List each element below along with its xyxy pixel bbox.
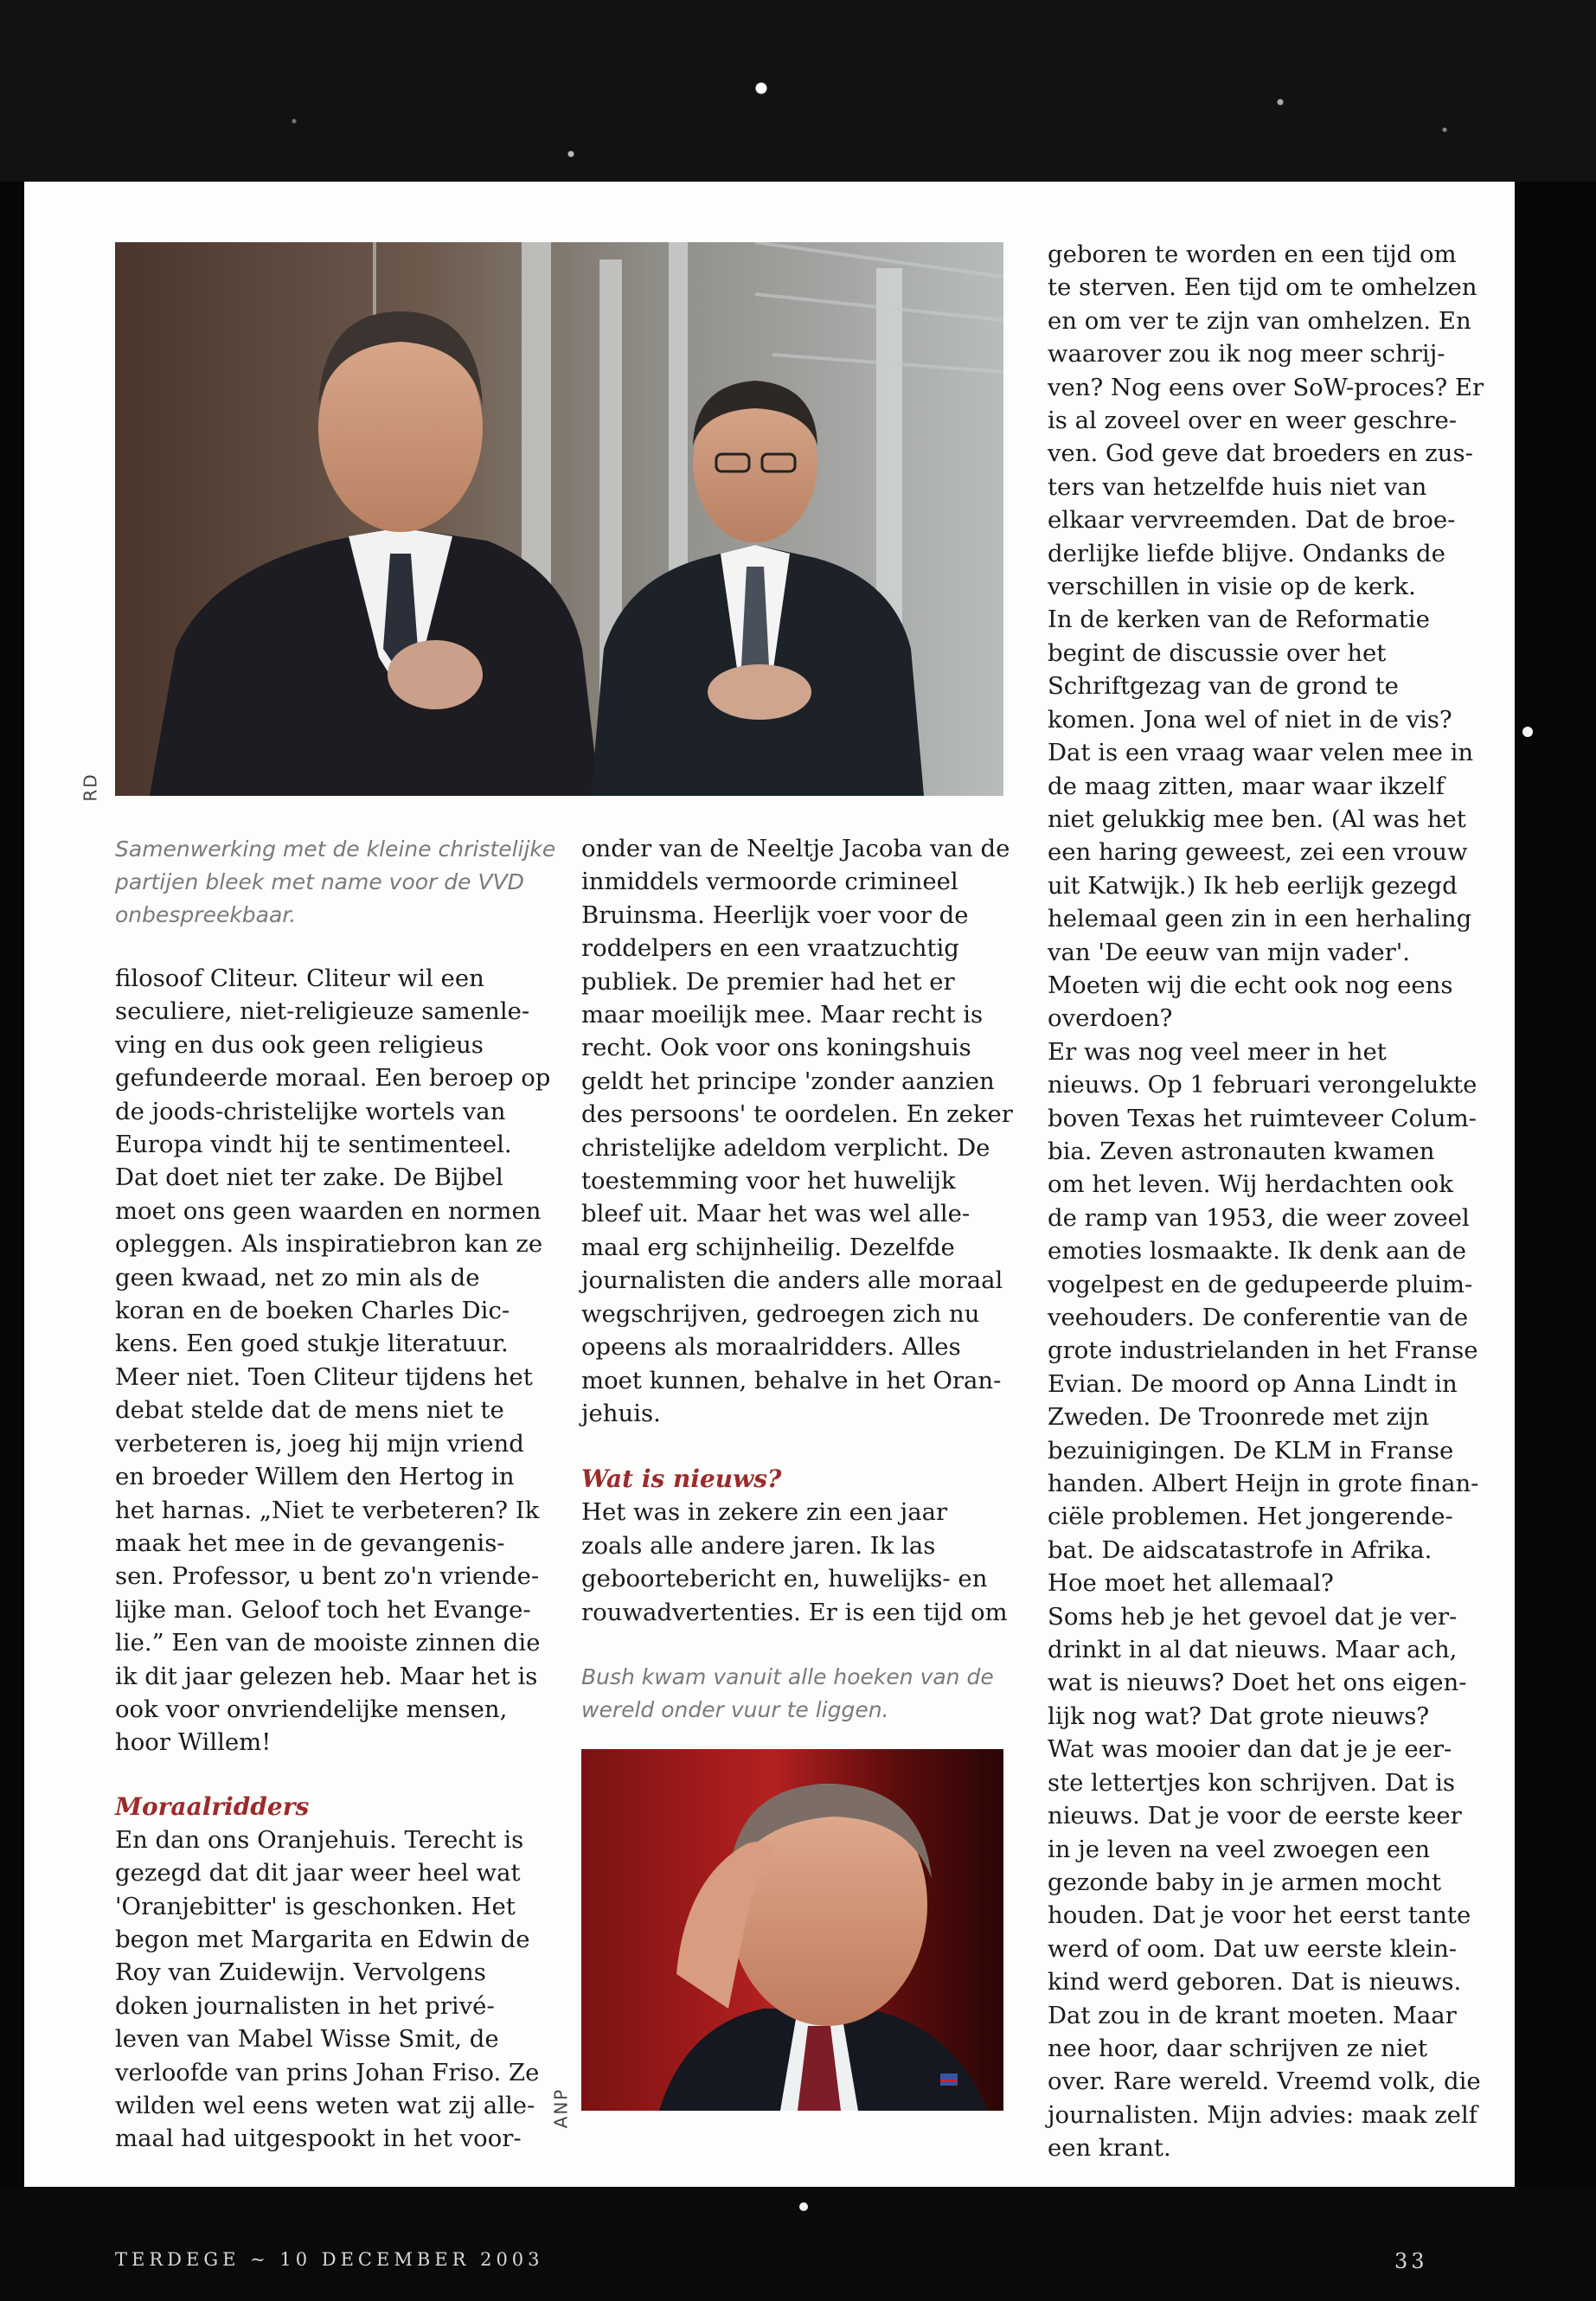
paragraph: Er was nog veel meer in het nieuws. Op 1 februari verongelukte boven Texas het ruimteveer Colum- bia. Zeven astronauten kwamen om het leven. Wij herdachten ook de ramp van 1953, die weer zoveel emoties losmaakte. Ik denk aan de vogelpest en de gedupeerde pluim- veehouders. De conferentie van de grote industrielanden in het Franse Evian. De moord op Anna Lindt in Zweden. De Troonrede met zijn bezuinigingen. De KLM in Franse handen. Albert Heijn in grote finan- ciële problemen. Het jongerende- bat. De aidscatastrofe in Afrika. Hoe moet het allemaal? — [1048, 1037, 1479, 1598]
photo-caption-2: Bush kwam vanuit alle hoeken van de wereld onder vuur te liggen. — [581, 1664, 994, 1722]
paragraph: In de kerken van de Reformatie begint de discussie over het Schriftgezag van de grond te komen. Jona wel of niet in de vis? Dat is een vraag waar velen mee in de maag zitten, maar waar ikzelf niet gelukkig mee ben. (Al was het een haring geweest, zei een vrouw uit Katwijk.) Ik heb eerlijk gezegd helemaal geen zin in een herhaling van 'De eeuw van mijn vader'. Moeten wij die echt ook nog eens overdoen? — [1048, 606, 1474, 1033]
scan-top-border — [0, 0, 1596, 182]
photo-caption-1: Samenwerking met de kleine christelijke partijen bleek met name voor de VVD onbespreekbaar. — [115, 836, 556, 927]
paragraph: En dan ons Oranjehuis. Terecht is gezegd dat dit jaar weer heel wat 'Oranjebitter' is geschonken. Het begon met Margarita en Edwin de Roy van Zuidewijn. Vervolgens doken journalisten in het privé- leven van Mabel Wisse Smit, de verloofde van prins Johan Friso. Ze wilden wel eens weten wat zij alle- maal had uitgespookt in het voor- — [115, 1825, 540, 2153]
column-3 — [1048, 238, 1484, 2165]
photo-bush — [581, 1749, 1003, 2111]
photo-credit-rd: RD — [80, 772, 101, 802]
footer-publication: TERDEGE ~ 10 DECEMBER 2003 — [115, 2249, 544, 2270]
photo-credit-anp: ANP — [550, 2087, 572, 2129]
scan-bottom-border — [0, 2187, 1596, 2301]
paragraph: Soms heb je het gevoel dat je ver- drinkt in al dat nieuws. Maar ach, wat is nieuws? Doet het ons eigen- lijk nog wat? Dat grote nieuws? Wat was mooier dan dat je je eer- ste lettertjes kon schrijven. Dat is nieuws. Dat je voor de eerste keer in je leven na veel zwoegen een gezonde baby in je armen mocht houden. Dat je voor het eerst tante werd of oom. Dat uw eerste klein- kind werd geboren. Dat is nieuws. Dat zou in de krant moeten. Maar nee hoor, daar schrijven ze niet over. Rare wereld. Vreemd volk, die journalisten. Mijn advies: maak zelf een krant. — [1048, 1602, 1481, 2163]
page-number: 33 — [1394, 2249, 1428, 2273]
photo-politicians-illustration — [115, 242, 1003, 796]
column-2 — [581, 832, 1014, 1629]
paragraph: onder van de Neeltje Jacoba van de inmiddels vermoorde crimineel Bruinsma. Heerlijk voer voor de roddelpers en een vraatzuchtig publiek. De premier had het er maar moeilijk mee. Maar recht is recht. Ook voor ons koningshuis geldt het principe 'zonder aanzien des persoons' te oordelen. En zeker christelijke adeldom verplicht. De toestemming voor het huwelijk bleef uit. Maar het was wel alle- maal erg schijnheilig. Dezelfde journalisten die anders alle moraal wegschrijven, gedroegen zich nu opeens als moraalridders. Alles moet kunnen, behalve in het Oran- jehuis. — [581, 835, 1013, 1427]
column-1 — [115, 962, 574, 2156]
section-heading-wat-is-nieuws: Wat is nieuws? — [581, 1465, 782, 1494]
scan-dot — [1522, 727, 1533, 737]
scan-dot — [799, 2202, 808, 2211]
photo-politicians — [115, 242, 1003, 796]
photo-bush-illustration — [581, 1749, 1003, 2111]
paragraph: geboren te worden en een tijd om te sterven. Een tijd om te omhelzen en om ver te zijn van omhelzen. En waarover zou ik nog meer schrij- ven? Nog eens over SoW-proces? Er is al zoveel over en weer geschre- ven. God geve dat broeders en zus- ters van hetzelfde huis niet van elkaar vervreemden. Dat de broe- derlijke liefde blijve. Ondanks de verschillen in visie op de kerk. — [1048, 240, 1484, 601]
paragraph: Het was in zekere zin een jaar zoals alle andere jaren. Ik las geboortebericht en, huwelijks- en rouwadvertenties. Er is een tijd om — [581, 1498, 1008, 1626]
section-heading-moraalridders: Moraalridders — [115, 1791, 310, 1821]
paragraph: filosoof Cliteur. Cliteur wil een seculiere, niet-religieuze samenle- ving en dus ook geen religieus gefundeerde moraal. Een beroep op de joods-christelijke wortels van Europa vindt hij te sentimenteel. Dat doet niet ter zake. De Bijbel moet ons geen waarden en normen opleggen. Als inspiratiebron kan ze geen kwaad, net zo min als de koran en de boeken Charles Dic- kens. Een goed stukje literatuur. Meer niet. Toen Cliteur tijdens het debat stelde dat de mens niet te verbeteren is, joeg hij mijn vriend en broeder Willem den Hertog in het harnas. „Niet te verbeteren? Ik maak het mee in de gevangenis- sen. Professor, u bent zo'n vriende- lijke man. Geloof toch het Evange- lie.” Een van de mooiste zinnen die ik dit jaar gelezen heb. Maar het is ook voor onvriendelijke mensen, hoor Willem! — [115, 965, 551, 1757]
